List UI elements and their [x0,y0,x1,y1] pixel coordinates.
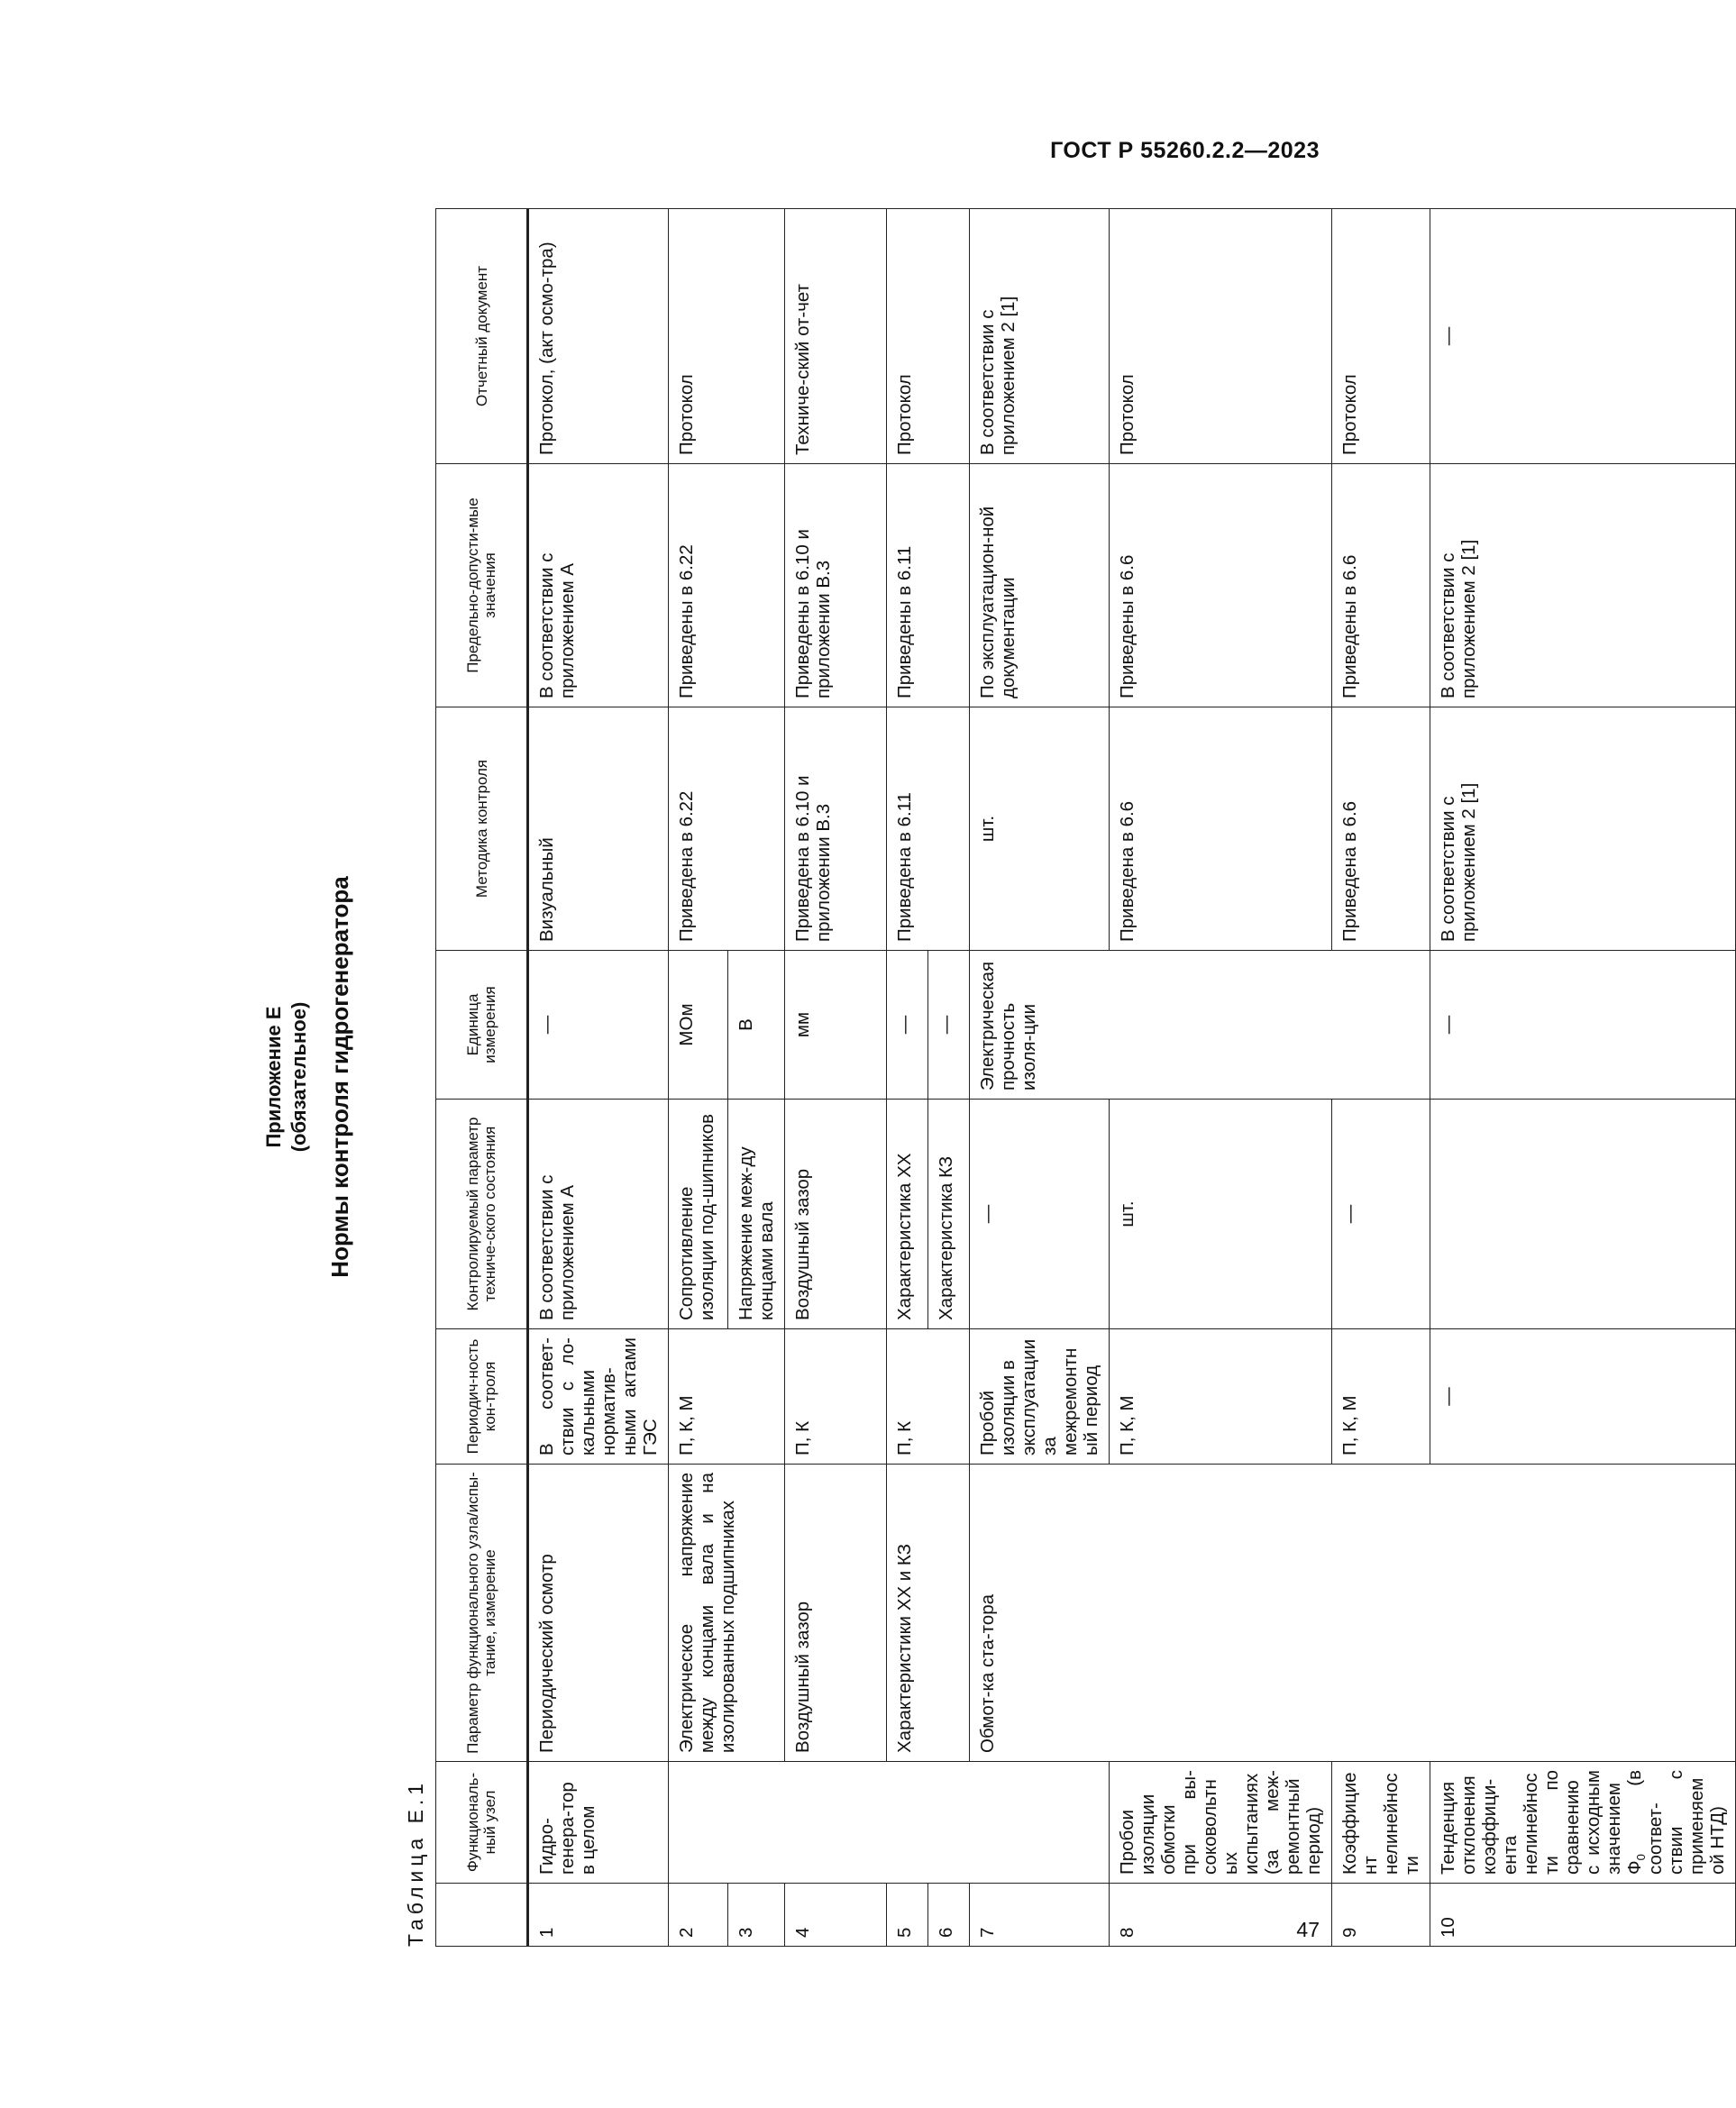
controlled-parameter: Сопротивление изоляции под-шипников [669,1100,728,1329]
periodicity: П, К, М [669,1329,785,1465]
column-header-controlled-parameter: Контролируемый параметр техниче-ского состояния [436,1100,528,1329]
periodicity: — [970,1100,1110,1329]
column-header-parameter: Параметр функционального узла/испы-тание, измерение [436,1465,528,1762]
row-number: 4 [785,1884,887,1947]
table-row [528,209,669,1947]
limits: Приведены в 6.10 и приложении В.3 [785,464,887,707]
unit-of-measure: — [887,951,928,1100]
parameter-subscript: 0 [1634,1854,1649,1861]
method: Визуальный [528,707,669,951]
unit-of-measure: — [1332,1100,1430,1329]
functional-unit: Обмот-ка ста-тора [970,1465,1736,1762]
row-number: 1 [528,1884,669,1947]
periodicity: П, К, М [1110,1329,1332,1465]
unit-of-measure: шт. [1110,1100,1332,1329]
unit-of-measure: — [528,951,669,1100]
method: Приведена в 6.11 [887,707,970,951]
parameter [1430,1762,1736,1884]
limits: Приведены в 6.22 [669,464,785,707]
controlled-parameter: Напряжение меж-ду концами вала [728,1100,785,1329]
limits: Приведены в 6.6 [1332,464,1430,707]
appendix-heading: Нормы контроля гидрогенератора [326,876,353,1278]
column-header-limits: Предельно-допусти-мые значения [436,464,528,707]
appendix-heading-block [261,207,312,1947]
column-header-periodicity: Периодич-ность кон-троля [436,1329,528,1465]
report-document: Техниче-ский от-чет [785,209,887,464]
controlled-parameter-empty [1430,1100,1736,1329]
row-number: 7 [970,1884,1110,1947]
method: По эксплуатацион-ной документации [970,464,1110,707]
table-row [669,209,728,1947]
unit-of-measure: МОм [669,951,728,1100]
norms-table-wrapper [435,208,1736,1947]
periodicity: П, К, М [1332,1329,1430,1465]
functional-unit: Гидро-генера-тор в целом [528,1762,669,1884]
periodicity: — [1430,1329,1736,1465]
appendix-title: Приложение Е [262,1006,285,1148]
row-number: 10 [1430,1884,1736,1947]
parameter: Пробои изоляции обмотки при вы-соковольтных испытаниях (за меж-ремонтный период) [1110,1762,1332,1884]
limits: Приведены в 6.11 [887,464,970,707]
report-document: Протокол, (акт осмо-тра) [528,209,669,464]
report-document: Протокол [669,209,785,464]
parameter: Пробой изоляции в эксплуатации за межремонтный период [970,1329,1110,1465]
table-row [887,209,928,1947]
limits: В соответствии с приложением 2 [1] [970,209,1110,464]
controlled-parameter: Характеристика КЗ [928,1100,970,1329]
report-document: Протокол [1332,209,1430,464]
controlled-parameter: Воздушный зазор [785,1100,887,1329]
method: Приведена в 6.10 и приложении В.3 [785,707,887,951]
parameter-text-continued: (в соответ-ствии с применяемой НТД) [1624,1770,1728,1875]
controlled-parameter: Электрическая прочность изоля-ции [970,951,1430,1100]
column-header-functional-unit: Функциональ-ный узел [436,1762,528,1884]
parameter: Электрическое напряжение между концами вала и на изолированных подшипниках [669,1465,785,1762]
functional-unit-empty [669,1762,1110,1884]
table-caption: Таблица Е.1 [404,1778,427,1947]
unit-of-measure: — [928,951,970,1100]
periodicity: В соответ-ствии с ло-кальными норматив-ными актами ГЭС [528,1329,669,1465]
page-number: 47 [1296,1918,1320,1941]
row-number: 2 [669,1884,728,1947]
row-number: 6 [928,1884,970,1947]
parameter: Периодический осмотр [528,1465,669,1762]
row-number: 9 [1332,1884,1430,1947]
limits: В соответствии с приложением А [528,464,669,707]
report-document: Протокол [887,209,970,464]
norms-table [435,208,1736,1947]
table-row [970,209,1110,1947]
method: Приведена в 6.6 [1332,707,1430,951]
parameter: Характеристики ХХ и КЗ [887,1465,970,1762]
table-header-row [436,209,528,1947]
column-header-number [436,1884,528,1947]
method: Приведена в 6.6 [1110,707,1332,951]
unit-of-measure: мм [785,951,887,1100]
unit-of-measure: — [1430,951,1736,1100]
rotated-page-content [261,207,1728,1947]
column-header-unit-of-measure: Единица измерения [436,951,528,1100]
parameter: Воздушный зазор [785,1465,887,1762]
unit-of-measure: шт. [970,707,1110,951]
method: Приведена в 6.22 [669,707,785,951]
periodicity: П, К [785,1329,887,1465]
controlled-parameter: Характеристика ХХ [887,1100,928,1329]
parameter-text: Тенденция отклонения коэффици-ента нелинейности по сравнению с исходным значением Ф [1438,1770,1645,1875]
limits: Приведены в 6.6 [1110,464,1332,707]
document-header-standard: ГОСТ Р 55260.2.2—2023 [1050,138,1320,163]
row-number: 5 [887,1884,928,1947]
controlled-parameter: В соответствии с приложением А [528,1100,669,1329]
report-document: Протокол [1110,209,1332,464]
method: В соответствии с приложением 2 [1] [1430,707,1736,951]
periodicity: П, К [887,1329,970,1465]
report-document: — [1430,209,1736,464]
appendix-status: (обязательное) [288,1001,310,1153]
unit-of-measure: В [728,951,785,1100]
table-row [785,209,887,1947]
row-number: 8 [1110,1884,1332,1947]
parameter: Коэффициент нелинейности [1332,1762,1430,1884]
column-header-method: Методика контроля [436,707,528,951]
column-header-report: Отчетный документ [436,209,528,464]
limits: В соответствии с приложением 2 [1] [1430,464,1736,707]
row-number: 3 [728,1884,785,1947]
